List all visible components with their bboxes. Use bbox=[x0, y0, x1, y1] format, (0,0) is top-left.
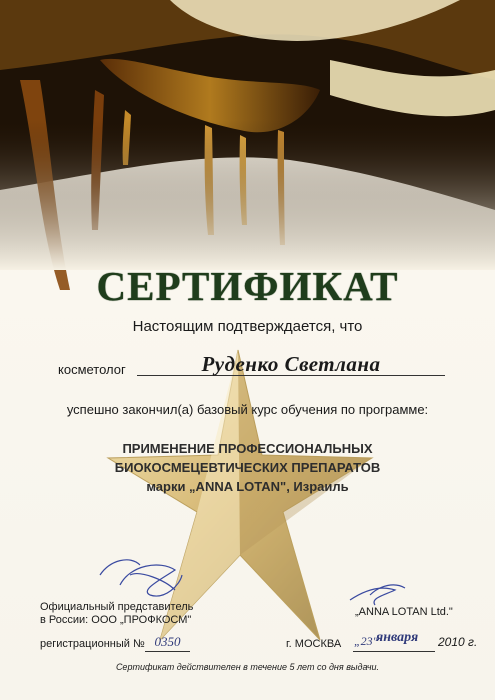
program-line-2: БИОКОСМЕЦЕВТИЧЕСКИХ ПРЕПАРАТОВ bbox=[114, 460, 381, 475]
program-line-3: марки „ANNA LOTAN", Израиль bbox=[146, 479, 349, 494]
registration-number: 0350 bbox=[154, 634, 181, 649]
gold-star-emblem bbox=[108, 350, 372, 640]
date-underline bbox=[353, 651, 435, 652]
signature-rep bbox=[100, 560, 182, 596]
certificate-title: СЕРТИФИКАТ bbox=[96, 263, 399, 309]
company-name: „ANNA LOTAN Ltd." bbox=[355, 606, 453, 618]
confirm-text: Настоящим подтверждается, что bbox=[132, 318, 363, 335]
registration-underline bbox=[145, 651, 190, 652]
program-line-1: ПРИМЕНЕНИЕ ПРОФЕССИОНАЛЬНЫХ bbox=[122, 441, 373, 456]
date-year: 2010 г. bbox=[438, 635, 478, 649]
course-text: успешно закончил(а) базовый курс обучения по программе: bbox=[66, 402, 429, 417]
date-day: „23" bbox=[354, 634, 378, 648]
city-label: г. МОСКВА bbox=[286, 638, 342, 650]
validity-note: Сертификат действителен в течение 5 лет со дня выдачи. bbox=[115, 662, 380, 672]
representative-line-1: Официальный представитель bbox=[40, 601, 194, 613]
representative-line-2: в России: ООО „ПРОФКОСМ" bbox=[40, 614, 192, 626]
registration-label: регистрационный № bbox=[40, 638, 145, 650]
date-month: января bbox=[376, 630, 419, 645]
recipient-name: Руденко Светлана bbox=[201, 352, 381, 376]
signature-company bbox=[350, 585, 405, 605]
role-label: косметолог bbox=[58, 362, 126, 377]
